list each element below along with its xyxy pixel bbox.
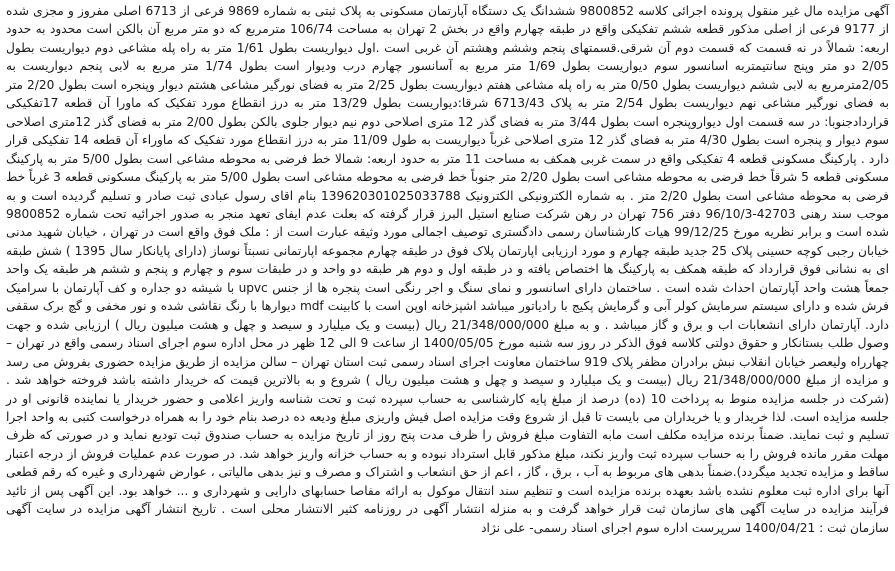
auction-notice-text: آگهی مزایده مال غیر منقول پرونده اجرائی کلاسه 9800852 ششدانگ یک دستگاه آپارتمان مسکونی به پلاک ثبتی به شماره 9869 فرعی از 6713 اصلی مفروز و مجزی شده از 9177 فرعی از اصلی مذکور قطعه ششم تفکیکی واقع در طبقه چهارم واقع در بخش 2 تهران به مساحت 106/74 مترمربع که دو متر مربع آن بالکن است محدود به حدود اربعه: شمالاً در نه قسمت که قسمت دوم آن شرقی.قسمتهای پنجم وششم وهشتم آن غربی است .اول دیواریست بطول 1/61 متر به راه پله مشاعی دوم دیواریست بطول 2/05 دو متر وپنج سانتیمتربه اسانسور سوم دیواریست بطول 1/69 متر مربع به آسانسور چهارم درب ودیوار است بطول 1/74 متر مربع به لابی پنجم دیواریست به 2/05مترمربع به لابی ششم دیواریست بطول 0/50 متر به راه پله مشاعی هفتم دیواریست بطول 2/25 متر به فضای نورگیر مشاعی هشتم دیوار وپنجره است بطول 2/20 متر به فضای نورگیر مشاعی نهم دیواریست بطول 2/54 متر به پلاک 6713/43 شرقا:دیواریست بطول 13/29 متر به درز انقطاع مورد تفکیک که ماورا آن قطعه 17تفکیکی قراردادجنوبا: در سه قسمت اول دیواروپنجره است بطول 3/44 متر به فضای گذر 12 متری اصلاحی دوم نیم دیوار جلوی بالکن بطول 2/00 متر به فضای گذر 12متری اصلاحی سوم دیوار و پنجره است بطول 4/30 متر به فضای گذر 12 متری اصلاحی غرباً دیواریست به طول 11/09 متر به درز انقطاع مورد تفکیک که ماوراء آن قطعه 14 تفکیکی قرار دارد . پارکینگ مسکونی قطعه 4 تفکیکی واقع در سمت غربی همکف به مساحت 11 متر به حدود اربعه: شمالا خط فرضی به محوطه مشاعی است بطول 5/00 متر به پارکینگ مسکونی قطعه 5 شرقاً خط فرضی به محوطه مشاعی است بطول 2/20 متر جنوباً خط فرضی به محوطه مشاعی است بطول 5/00 متر به پارکینگ مسکونی قطعه 3 غرباً خط فرضی به محوطه مشاعی است بطول 2/20 متر . به شماره الکترونیکی الکترونیک 139620301025033788 بنام اقای رسول عبادی ثبت صادر و تسلیم گردیده است و به موجب سند رهنی 42703-96/10/3 دفتر 756 تهران در رهن شرکت صنایع استیل البرز قرار گرفته که بعلت عدم ایفای تعهد منجر به صدور اجرائیه تحت شماره 9800852 شده است و برابر نظریه مورخ 99/12/25 هیات کارشناسان رسمی دادگستری توصیف اجمالی مورد وثیقه عبارت است از : ملک فوق واقع است در تهران ، خیابان شهید مدنی خیابان رجبی کوچه حسینی پلاک 25 جدید طبقه چهارم و مورد ارزیابی اپارتمان پلاک فوق در طبقه چهارم مجموعه اپارتمانی نسبتاً نوساز (دارای پایانکار سال 1395 ) شش طبقه ای به نشانی فوق قرارداد که طبقه همکف به پارکینگ ها اختصاص یافته و در طبقه اول و دوم هر طبقه دو واحد و در طبقات سوم و چهارم و پنجم و ششم هر طبقه یک واحد جمعاً هشت واحد آپارتمان احداث شده است . ساختمان دارای اسانسور و نمای سنگ و اجر رنگی است پنجره ها از جنس upvc با شیشه دو جداره و کف آپارتمان با سرامیک فرش شده و دارای سیستم سرمایش کولر آبی و گرمایش پکیج با رادیاتور میباشد اشپزخانه اوپن است با کابینت mdf دیوارها با رنگ نقاشی شده و نور مخفی و گچ برک سقفی دارد. آپارتمان دارای انشعابات اب و برق و گاز میباشد . و به مبلغ 21/348/000/000 ریال (بیست و یک میلیارد و سیصد و چهل و هشت میلیون ریال ) ارزیابی شده و جهت وصول طلب بستانکار و حقوق دولتی کلاسه فوق الذکر در روز سه شنبه مورخ 1400/05/05 از ساعت 9 الی 12 ظهر در محل اداره سوم اجرای اسناد رسمی واقع در تهران – چهارراه ولیعصر خیابان انقلاب نبش برادران مظفر پلاک 919 ساختمان معاونت اجرای اسناد رسمی ثبت استان تهران – سالن مزایده از طریق مزایده حضوری بفروش می رسد و مزایده از مبلغ 21/348/000/000 ریال (بیست و یک میلیارد و سیصد و چهل و هشت میلیون ریال ) شروع و به بالاترین قیمت که خریدار داشته باشد فروخته خواهد شد . (شرکت در جلسه مزایده منوط به پرداخت 10 (ده) درصد از مبلغ پایه کارشناسی به حساب سپرده ثبت و تحت شناسه واریز اعلامی و حضور خریدار یا نماینده قانونی او در جلسه مزایده است. لذا خریدار و یا خریداران می بایست تا قبل از شروع وقت مزایده اصل فیش واریزی مبلغ ودیعه ده درصد بنام خود را به همراه درخواست کتبی به واحد اجرا تسلیم و ثبت نمایند. ضمناً برنده مزایده مکلف است مابه التفاوت مبلغ فروش را ظرف مدت پنج روز از تاریخ مزایده به حساب صندوق ثبت تودیع نماید و در صورتی که ظرف مهلت مقرر مانده فروش را به حساب سپرده ثبت واریز نکند، مبلغ مذکور قابل استرداد نبوده و به حساب خزانه واریز خواهد شد. در صورت عدم عملیات فروش از درجه اعتبار ساقط و مزایده تجدید میگردد).ضمناً بدهی های مربوط به آب ، برق ، گاز ، اعم از حق انشعاب و اشتراک و مصرف و نیز بدهی مالیاتی ، عوارض شهرداری و غیره که رقم قطعی آنها برای اداره ثبت معلوم نشده باشد بعهده برنده مزایده است و تنظیم سند انتقال موکول به ارائه مفاصا حسابهای دارایی و شهرداری و ... خواهد بود. این آگهی پس از تائید فرآیند مزایده در سایت آگهی های سازمان ثبت قرار خواهد گرفت و به منزله انتشار آگهی در روزنامه کثیر الانتشار محلی است . تاریخ انتشار آگهی مزایده در سایت آگهی سازمان ثبت : 1400/04/21 سرپرست اداره سوم اجرای اسناد رسمی- علی نژاد — [6, 4, 890, 535]
